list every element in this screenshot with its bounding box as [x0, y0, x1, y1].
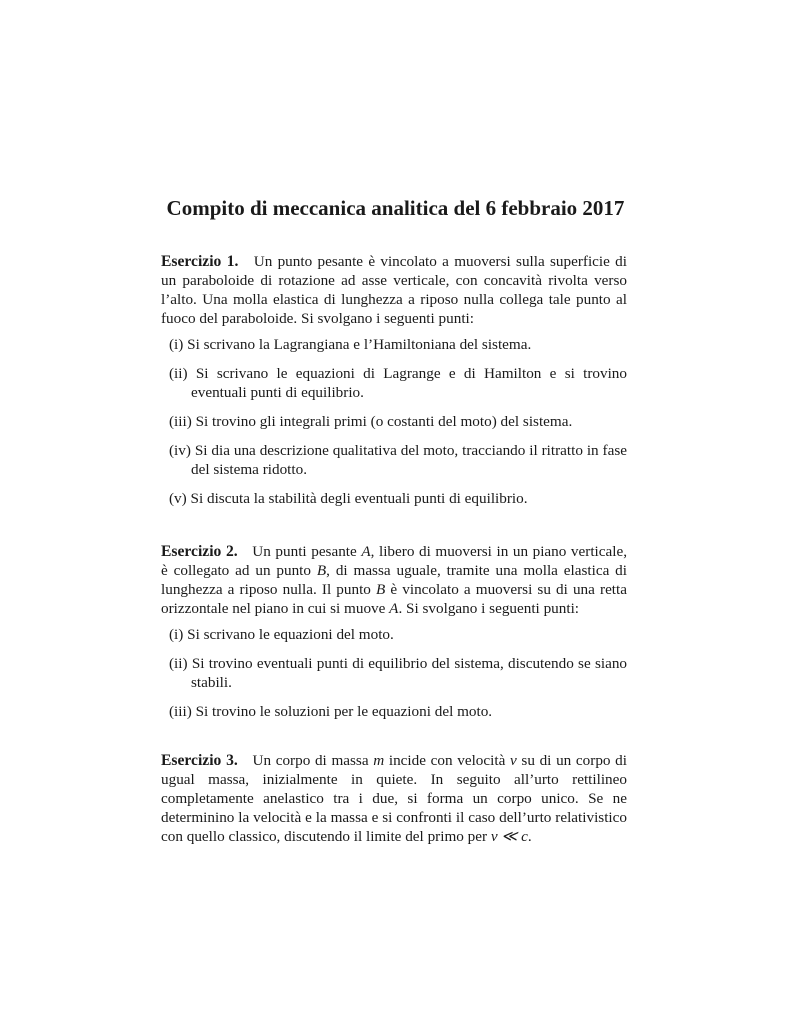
exercise-3-text: incide con velocità [384, 752, 510, 769]
item-text: Si scrivano la Lagrangiana e l’Hamiltoniana del sistema. [187, 336, 532, 353]
item-number: (i) [169, 336, 184, 353]
item-number: (iv) [169, 442, 191, 459]
item-number: (iii) [169, 703, 192, 720]
exercise-3-text: Un corpo di massa [252, 752, 374, 769]
item-text: Si trovino eventuali punti di equilibrio del sistema, discutendo se siano stabili. [191, 655, 628, 691]
exercise-1-text: Un punto pesante è vincolato a muoversi sulla superficie di un paraboloide di rotazione ad asse verticale, con concavità rivolta verso l’alto. Una molla elastica di lunghezza a riposo nulla collega tale punto al fuoco del paraboloide. Si svolgano i seguenti punti: [161, 253, 627, 327]
math-expression: v ≪ c [490, 828, 528, 845]
page-title: Compito di meccanica analitica del 6 febbraio 2017 [166, 196, 625, 220]
exercise-2 [161, 542, 627, 731]
exercise-2-item-1 [169, 625, 627, 644]
item-number: (iii) [169, 413, 192, 430]
exercise-1-item-2 [169, 364, 627, 402]
exercise-2-text: . Si svolgano i seguenti punti: [398, 600, 580, 617]
item-text: Si trovino le soluzioni per le equazioni del moto. [195, 703, 493, 720]
exercise-1-item-1 [169, 335, 627, 354]
math-symbol: v [510, 752, 517, 769]
exercise-3 [161, 751, 627, 846]
exercise-1 [161, 252, 627, 518]
item-number: (i) [169, 626, 184, 643]
math-symbol: B [316, 562, 327, 579]
exercise-1-label: Esercizio 1. [161, 253, 239, 270]
exercise-2-label: Esercizio 2. [161, 543, 238, 560]
exercise-3-text: su di un corpo di ugual massa, inizialmente in quiete. In seguito all’urto rettilineo completamente anelastico tra i due, si forma un corpo unico. Se ne determinino la velocità e la massa e si confronti il caso dell’urto relativistico con quello classico, discutendo il limite del primo per [161, 752, 627, 845]
exercise-2-text: è vincolato a muoversi su di una retta orizzontale nel piano in cui si muove [161, 581, 627, 617]
math-symbol: A [389, 600, 399, 617]
exercise-1-item-5 [169, 489, 627, 508]
exercise-2-item-2 [169, 654, 627, 692]
exercise-2-text: , libero di muoversi in un piano verticale, è collegato ad un punto [161, 543, 628, 579]
item-text: Si scrivano le equazioni del moto. [187, 626, 394, 643]
exercise-3-label: Esercizio 3. [161, 752, 238, 769]
math-symbol: m [373, 752, 385, 769]
exercise-1-item-3 [169, 412, 627, 431]
exercise-3-statement [161, 751, 627, 846]
item-number: (ii) [169, 655, 188, 672]
exercise-3-text: . [527, 828, 532, 845]
exercise-2-text: , di massa uguale, tramite una molla elastica di lunghezza a riposo nulla. Il punto [161, 562, 627, 598]
exercise-1-statement [161, 252, 627, 328]
exercise-1-item-4 [169, 441, 627, 479]
math-symbol: B [376, 581, 386, 598]
item-text: Si trovino gli integrali primi (o costanti del moto) del sistema. [195, 413, 573, 430]
item-text: Si scrivano le equazioni di Lagrange e di Hamilton e si trovino eventuali punti di equilibrio. [191, 365, 627, 401]
item-text: Si discuta la stabilità degli eventuali punti di equilibrio. [190, 490, 528, 507]
item-number: (v) [169, 490, 187, 507]
item-text: Si dia una descrizione qualitativa del moto, tracciando il ritratto in fase del sistema ridotto. [191, 442, 628, 478]
exercise-2-text: Un punti pesante [252, 543, 362, 560]
exercise-1-items [161, 335, 627, 508]
exercise-2-statement [161, 542, 627, 618]
math-symbol: A [361, 543, 371, 560]
exercise-2-items [161, 625, 627, 721]
item-number: (ii) [169, 365, 188, 382]
exercise-2-item-3 [169, 702, 627, 721]
